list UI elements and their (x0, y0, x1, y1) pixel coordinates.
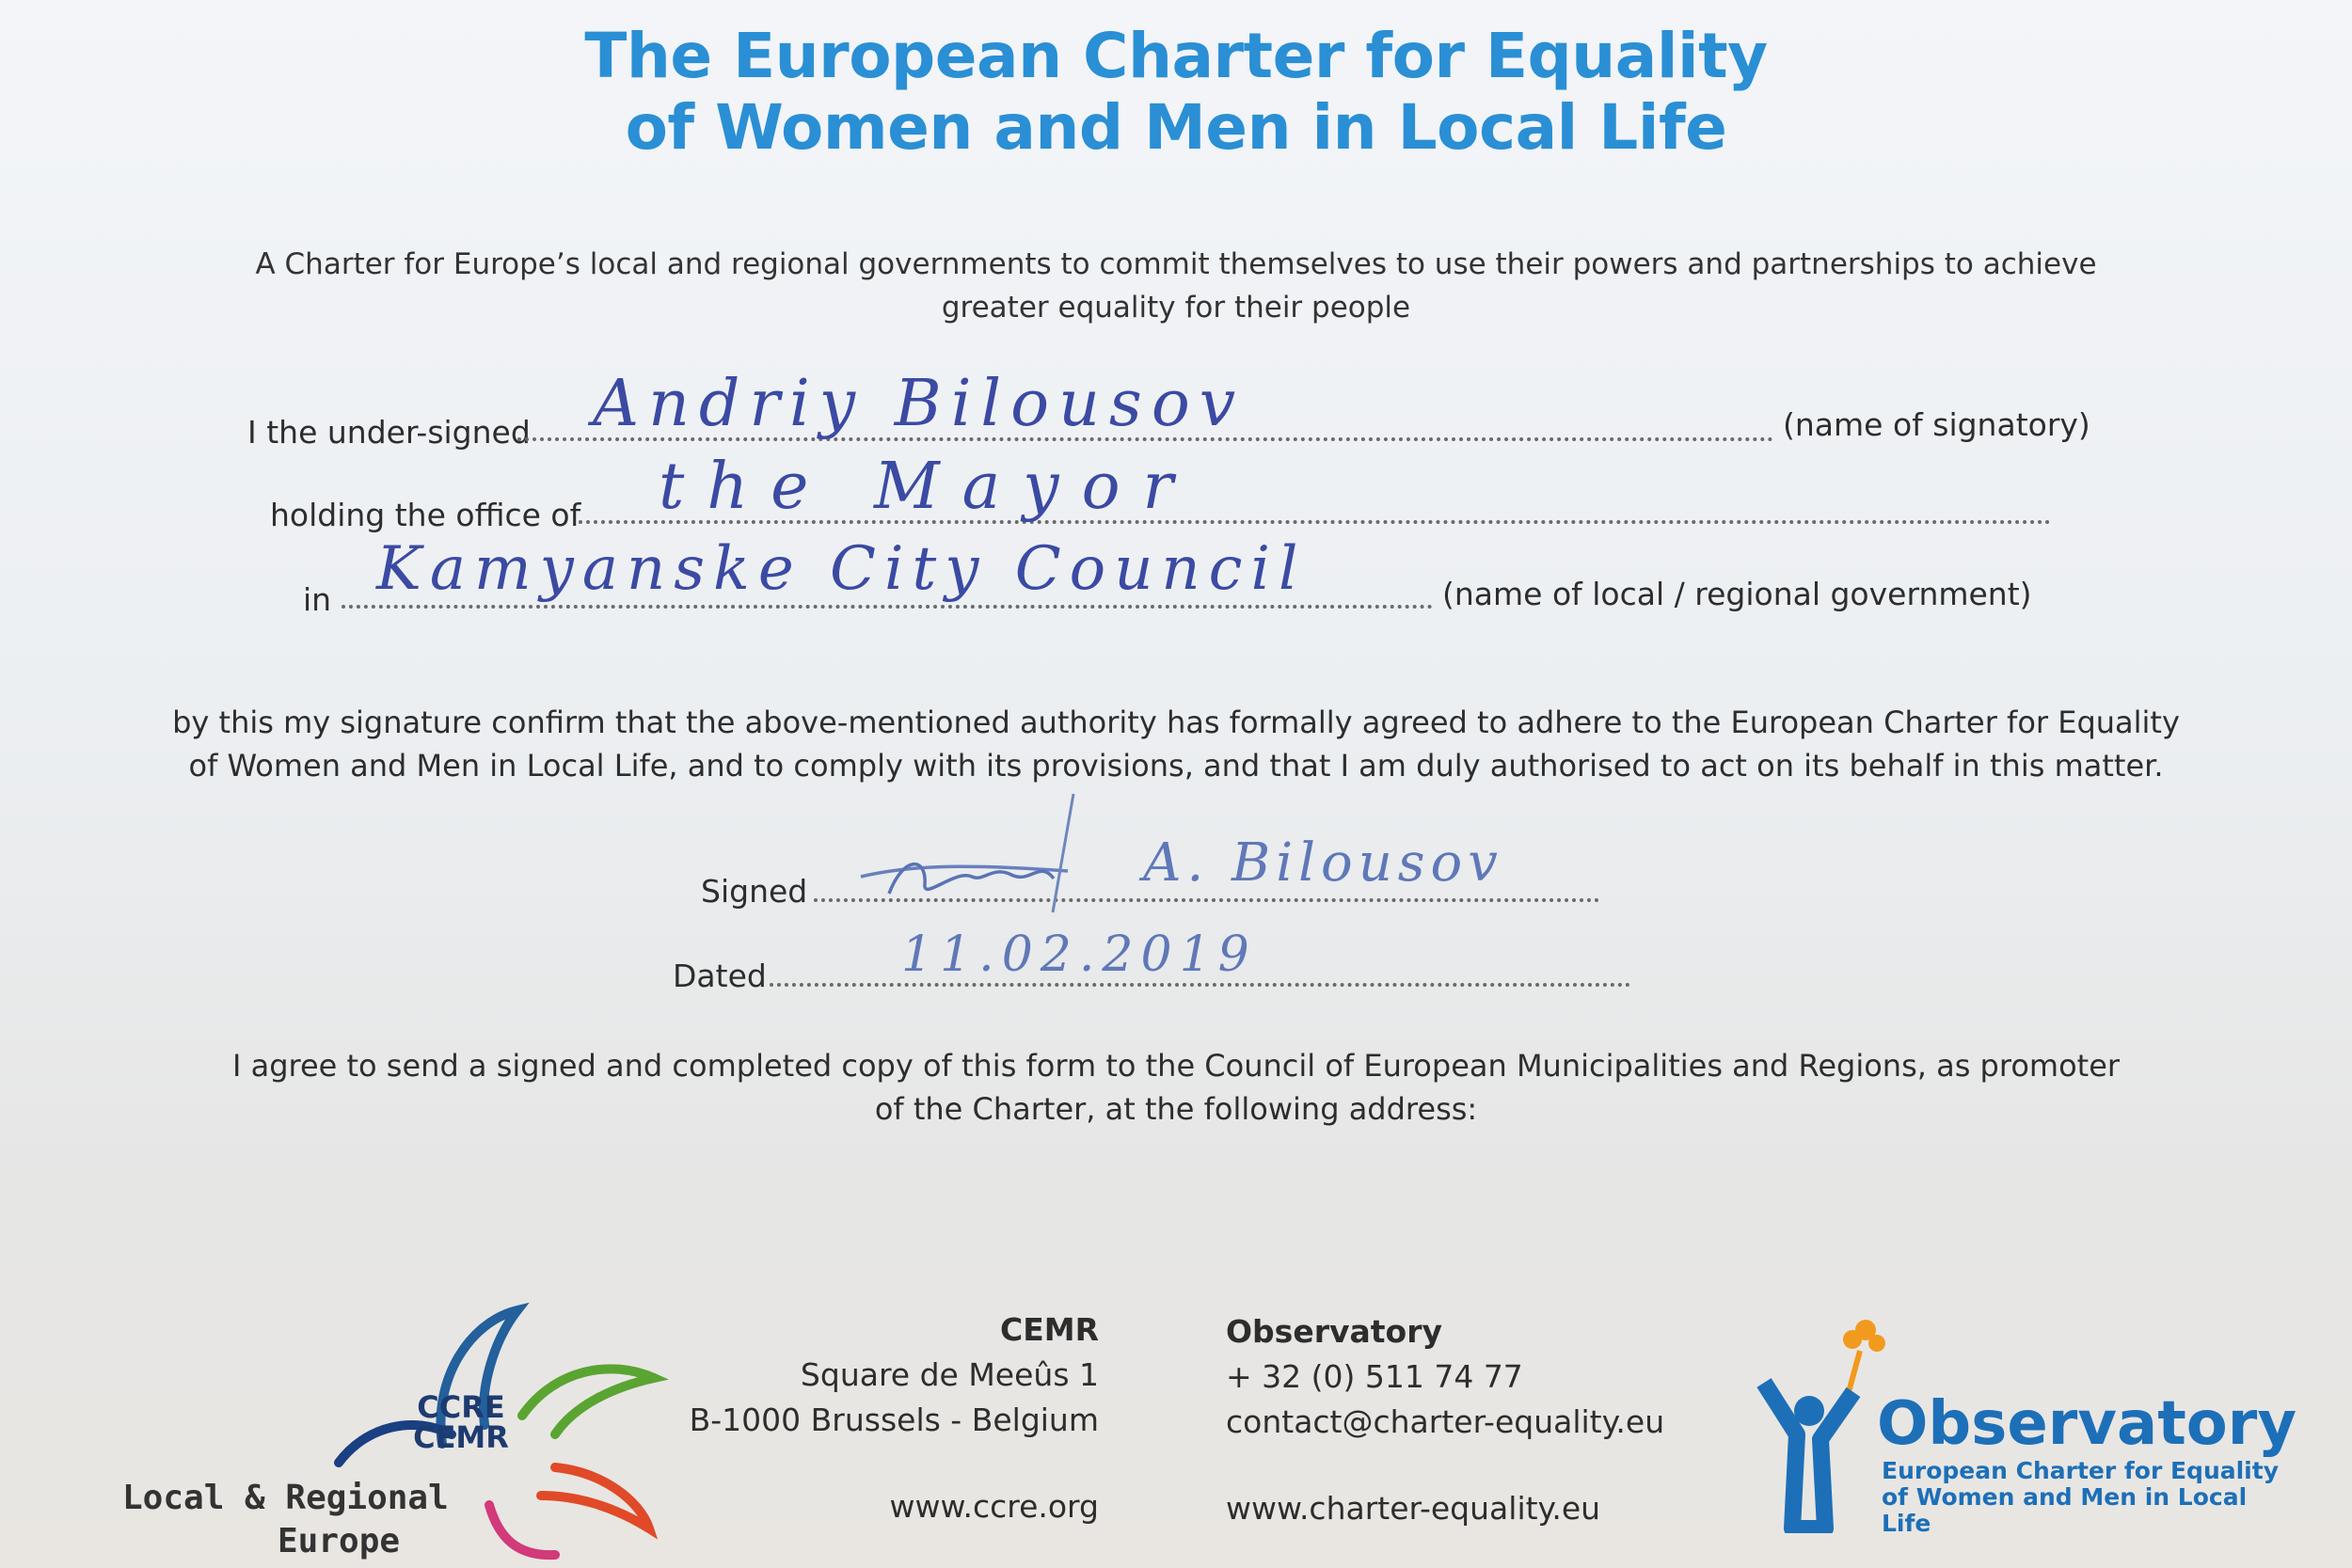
cemr-address (612, 1307, 1099, 1529)
undersigned-suffix: (name of signatory) (1783, 406, 2090, 443)
observatory-phone: + 32 (0) 511 74 77 (1226, 1358, 1523, 1395)
cemr-city: B-1000 Brussels - Belgium (689, 1402, 1099, 1438)
observatory-name: Observatory (1226, 1313, 1442, 1350)
intro-line-1: A Charter for Europe’s local and regional governments to commit themselves to use their powers and partnerships to achieve (255, 247, 2097, 281)
observatory-contact (1226, 1309, 1664, 1531)
observatory-logo-title: Observatory (1877, 1389, 2297, 1459)
confirmation-line-2: of Women and Men in Local Life, and to comply with its provisions, and that I am duly authorised to act on its behalf in this matter. (188, 748, 2164, 784)
observatory-website[interactable]: www.charter-equality.eu (1226, 1490, 1601, 1527)
in-suffix: (name of local / regional government) (1442, 576, 2032, 612)
ccre-line-2: CEMR (413, 1419, 509, 1455)
cemr-website[interactable]: www.ccre.org (889, 1488, 1099, 1525)
title-line-1: The European Charter for Equality (584, 20, 1768, 92)
office-value: the Mayor (659, 450, 1197, 524)
cemr-street: Square de Meeûs 1 (800, 1356, 1099, 1393)
observatory-logo-sub-2: of Women and Men in Local Life (1882, 1483, 2248, 1537)
ccre-tagline-1: Local & Regional (122, 1479, 449, 1517)
signed-label: Signed (701, 873, 808, 910)
agreement-text (141, 1044, 2211, 1131)
agreement-line-2: of the Charter, at the following address: (874, 1091, 1478, 1127)
observatory-logo-sub (1882, 1458, 2281, 1537)
ccre-tagline (122, 1477, 449, 1563)
ccre-cemr-logo (122, 1303, 574, 1566)
dated-line (770, 983, 1630, 987)
confirmation-line-1: by this my signature confirm that the above-mentioned authority has formally agreed to adhere to the European Charter for Equality (172, 705, 2180, 740)
signature-scribble (851, 790, 1134, 922)
undersigned-label: I the under-signed (247, 414, 531, 451)
observatory-logo-sub-1: European Charter for Equality (1882, 1457, 2279, 1484)
office-label: holding the office of (270, 497, 581, 533)
page-title (0, 21, 2352, 164)
confirmation-text (141, 701, 2211, 787)
agreement-line-1: I agree to send a signed and completed copy of this form to the Council of European Municipalities and Regions, as promoter (231, 1048, 2121, 1084)
dated-value: 11.02.2019 (901, 927, 1257, 983)
intro-line-2: greater equality for their people (941, 291, 1411, 325)
title-line-2: of Women and Men in Local Life (625, 91, 1727, 164)
observatory-logo (1755, 1317, 2297, 1537)
in-line (342, 605, 1433, 609)
intro-text (188, 243, 2164, 329)
observatory-email[interactable]: contact@charter-equality.eu (1226, 1403, 1665, 1440)
observatory-figure-icon (1755, 1317, 1896, 1533)
dated-label: Dated (673, 958, 767, 994)
ccre-text (395, 1389, 527, 1455)
cemr-name: CEMR (999, 1311, 1099, 1348)
ccre-tagline-2: Europe (278, 1522, 401, 1560)
in-value: Kamyanske City Council (376, 534, 1307, 604)
ccre-line-1: CCRE (417, 1389, 505, 1425)
undersigned-value: Andriy Bilousov (593, 367, 1246, 441)
signed-value: A. Bilousov (1143, 832, 1503, 894)
in-label: in (303, 581, 332, 618)
